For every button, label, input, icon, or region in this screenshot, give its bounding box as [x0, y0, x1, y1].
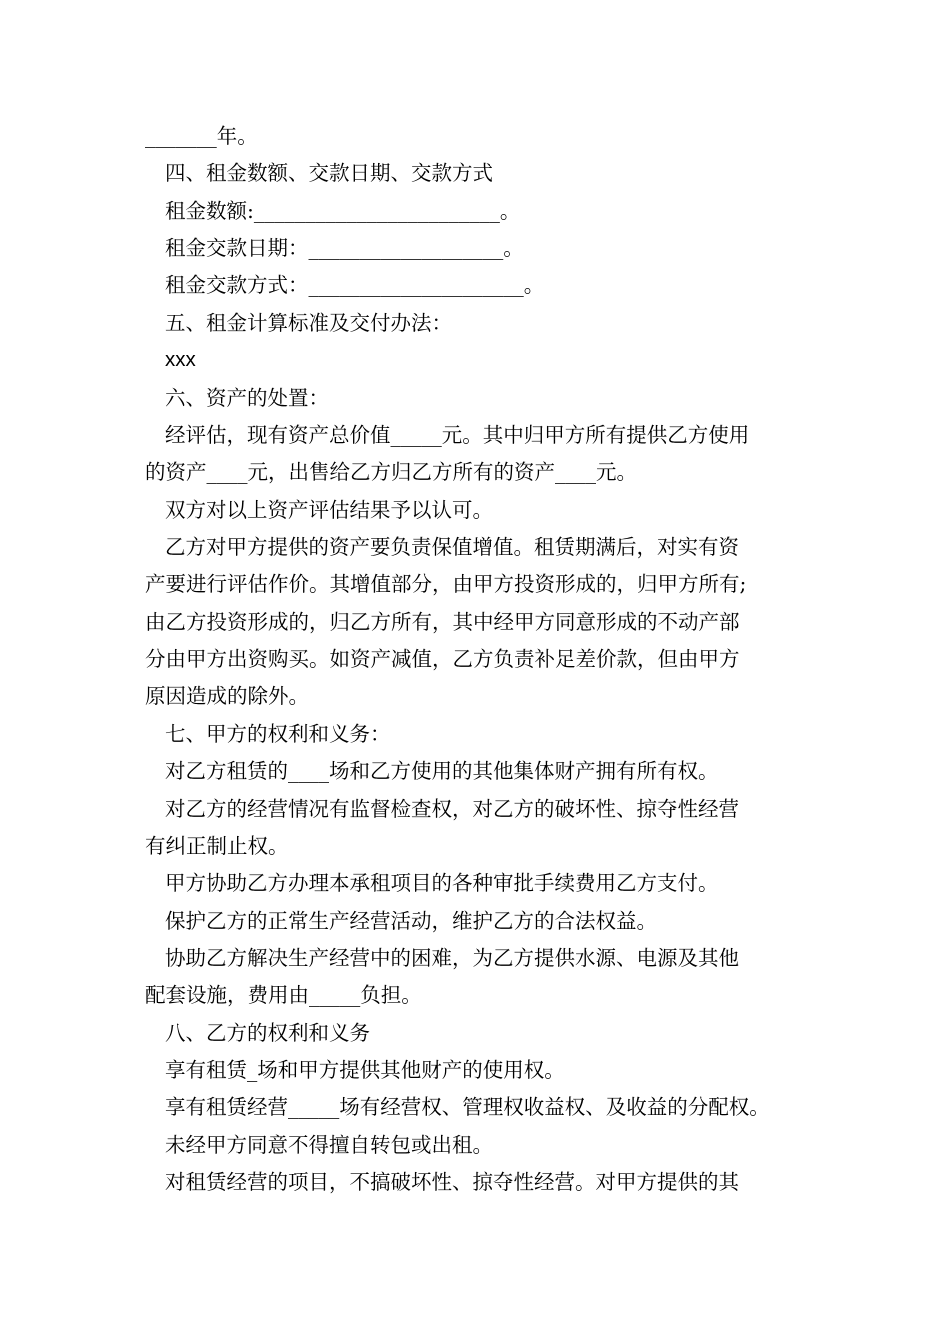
text-line: 对乙方的经营情况有监督检查权，对乙方的破坏性、掠夺性经营	[165, 797, 739, 821]
text-line: 对乙方租赁的____场和乙方使用的其他集体财产拥有所有权。	[165, 759, 719, 783]
text-line: 的资产____元，出售给乙方归乙方所有的资产____元。	[145, 460, 637, 484]
text-line: 分由甲方出资购买。如资产减值，乙方负责补足差价款，但由甲方	[145, 647, 740, 671]
text-line: 由乙方投资形成的，归乙方所有，其中经甲方同意形成的不动产部	[145, 610, 740, 634]
text-line: 享有租赁经营_____场有经营权、管理权收益权、及收益的分配权。	[165, 1095, 770, 1119]
text-line: 未经甲方同意不得擅自转包或出租。	[165, 1133, 493, 1157]
text-line: 对租赁经营的项目，不搞破坏性、掠夺性经营。对甲方提供的其	[165, 1170, 739, 1194]
text-line: 租金数额:________________________。	[165, 199, 521, 223]
section-heading: 五、租金计算标准及交付办法：	[165, 311, 452, 335]
text-line: 租金交款方式：_____________________。	[165, 273, 545, 297]
text-line: xxx	[165, 348, 196, 371]
text-line: 甲方协助乙方办理本承租项目的各种审批手续费用乙方支付。	[165, 871, 719, 895]
text-line: 租金交款日期：___________________。	[165, 236, 524, 260]
text-line: 配套设施，费用由_____负担。	[145, 983, 422, 1007]
text-line: 有纠正制止权。	[145, 834, 289, 858]
section-heading: 八、乙方的权利和义务	[165, 1021, 370, 1045]
text-line: 原因造成的除外。	[145, 684, 309, 708]
text-line: 享有租赁_场和甲方提供其他财产的使用权。	[165, 1058, 565, 1082]
text-line: 乙方对甲方提供的资产要负责保值增值。租赁期满后，对实有资	[165, 535, 739, 559]
section-heading: 四、租金数额、交款日期、交款方式	[165, 161, 493, 185]
text-line: 双方对以上资产评估结果予以认可。	[165, 498, 493, 522]
text-line: 保护乙方的正常生产经营活动，维护乙方的合法权益。	[165, 909, 657, 933]
text-line: 协助乙方解决生产经营中的困难，为乙方提供水源、电源及其他	[165, 946, 739, 970]
text-line: _______年。	[145, 124, 258, 148]
text-line: 产要进行评估作价。其增值部分，由甲方投资形成的，归甲方所有;	[145, 572, 747, 596]
section-heading: 七、甲方的权利和义务：	[165, 722, 391, 746]
text-line: 经评估，现有资产总价值_____元。其中归甲方所有提供乙方使用	[165, 423, 750, 447]
section-heading: 六、资产的处置：	[165, 386, 329, 410]
